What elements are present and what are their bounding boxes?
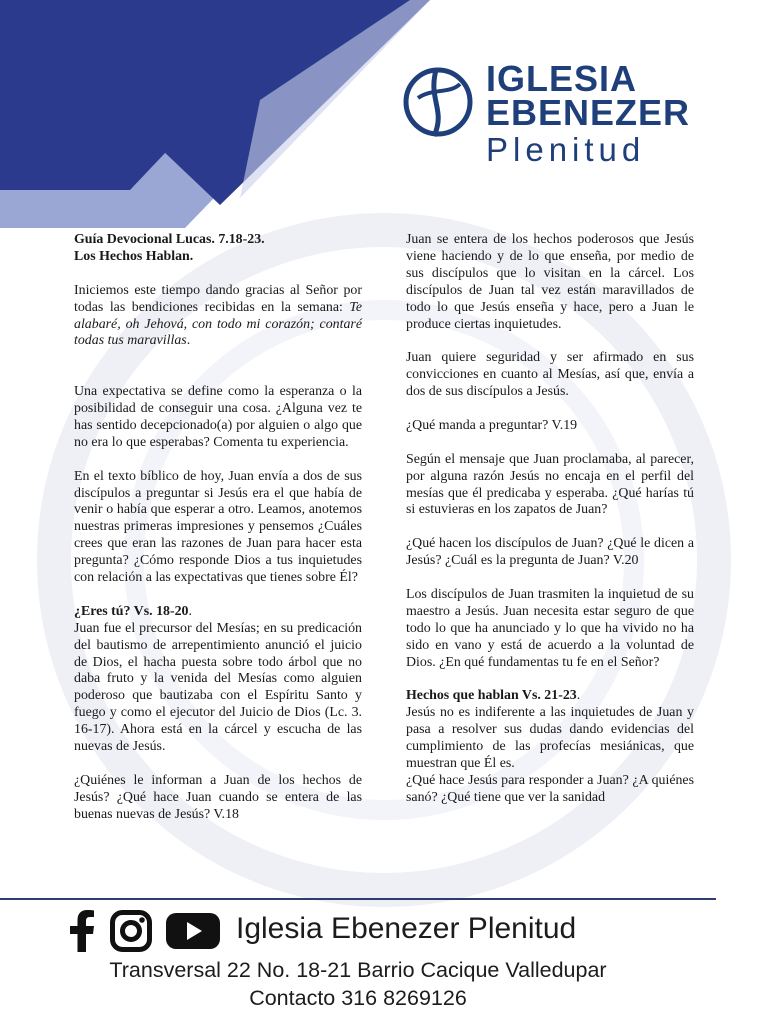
question-quienes: ¿Quiénes le informan a Juan de los hechos de Jesús? ¿Qué hace Juan cuando se entera de las buenas nuevas de Jesús? V.18 <box>74 772 362 822</box>
paragraph-juan-se-entera: Juan se entera de los hechos poderosos que Jesús viene haciendo y de lo que enseña, por medio de sus discípulos que lo visitan en la cárcel. Los discípulos de Juan tal vez están maravillados de todo lo que Jesús enseña y hace, pero a Juan le produce ciertas inquietudes. <box>406 232 694 332</box>
logo-line-1: IGLESIA <box>486 58 638 99</box>
paragraph-segun-mensaje: Según el mensaje que Juan proclamaba, al parecer, por alguna razón Jesús no encaja en el perfil del mesías que él predicaba y esperaba. ¿Qué harías tú si estuvieras en los zapatos de Juan? <box>406 451 694 518</box>
logo-line-2: EBENEZER <box>486 92 691 133</box>
paragraph-seguridad: Juan quiere seguridad y ser afirmado en sus convicciones en cuanto al Mesías, así que, envía a dos de sus discípulos a Jesús. <box>406 350 694 400</box>
question-que-manda: ¿Qué manda a preguntar? V.19 <box>406 417 578 433</box>
footer-address: Transversal 22 No. 18-21 Barrio Cacique Valledupar <box>109 958 607 982</box>
guide-subtitle: Los Hechos Hablan. <box>74 248 194 264</box>
footer-divider <box>0 898 716 900</box>
paragraph-biblical-text: En el texto bíblico de hoy, Juan envía a dos de sus discípulos a preguntar si Jesús era el que había de venir o había que esperar a otro. Leamos, anotemos nuestras primeras impresiones y pensemos ¿Cuáles crees que eran las razones de Juan para hacer esta pregunta? ¿Cómo responde Dios a tus inquietudes con relación a las expectativas que tienes sobre Él? <box>74 468 362 586</box>
facebook-icon[interactable] <box>68 910 96 952</box>
section-heading-eres-tu: ¿Eres tú? Vs. 18-20. <box>74 603 192 619</box>
paragraph-expectation: Una expectativa se define como la esperanza o la posibilidad de conseguir una cosa. ¿Alguna vez te has sentido decepcionado(a) por alguien o algo que no era lo que esperabas? Comenta tu experiencia. <box>74 384 362 450</box>
intro-quote: Te alabaré, oh Jehová, con todo mi corazón; contaré todas tus maravillas <box>74 299 362 349</box>
paragraph-trasmiten: Los discípulos de Juan trasmiten la inquietud de su maestro a Jesús. Juan necesita estar seguro de que todo lo que ha anunciado y lo que ha vivido no ha sido en vano y está de acuerdo a la voluntad de Dios. ¿En qué fundamentas tu fe en el Señor? <box>406 586 694 670</box>
question-que-hacen: ¿Qué hacen los discípulos de Juan? ¿Qué le dicen a Jesús? ¿Cuál es la pregunta de Juan? V.20 <box>406 536 694 569</box>
right-column <box>406 232 694 807</box>
logo-text <box>486 58 691 170</box>
left-column <box>74 232 362 824</box>
guide-title: Guía Devocional Lucas. 7.18-23. <box>74 232 265 247</box>
logo-line-3: Plenitud <box>486 131 646 168</box>
question-que-hace-jesus: ¿Qué hace Jesús para responder a Juan? ¿A quiénes sanó? ¿Qué tiene que ver la sanidad <box>406 772 694 805</box>
intro-paragraph: Iniciemos este tiempo dando gracias al Señor por todas las bendiciones recibidas en la semana: Te alabaré, oh Jehová, con todo mi corazón; contaré todas tus maravillas. <box>74 282 362 349</box>
logo-mark-icon <box>398 60 482 144</box>
section-heading-hechos: Hechos que hablan Vs. 21-23. <box>406 688 581 704</box>
footer-church-name: Iglesia Ebenezer Plenitud <box>236 912 577 945</box>
church-logo <box>398 60 718 170</box>
footer-contact: Contacto 316 8269126 <box>249 986 467 1010</box>
paragraph-no-indiferente: Jesús no es indiferente a las inquietudes de Juan y pasa a resolver sus dudas dando evidencias del cumplimiento de las profecías mesiánicas, que muestran que Él es. <box>406 705 694 771</box>
instagram-icon[interactable] <box>110 910 152 952</box>
youtube-icon[interactable] <box>166 910 220 952</box>
paragraph-precursor: Juan fue el precursor del Mesías; en su predicación del bautismo de arrepentimiento anunció el juicio de Dios, el hacha puesta sobre todo árbol que no daba fruto y la venida del Mesías como alguien poderoso que bautizaba con el Espíritu Santo y fuego y como el ejecutor del Juicio de Dios (Lc. 3. 16-17). Ahora está en la cárcel y escucha de las nuevas de Jesús. <box>74 620 362 755</box>
